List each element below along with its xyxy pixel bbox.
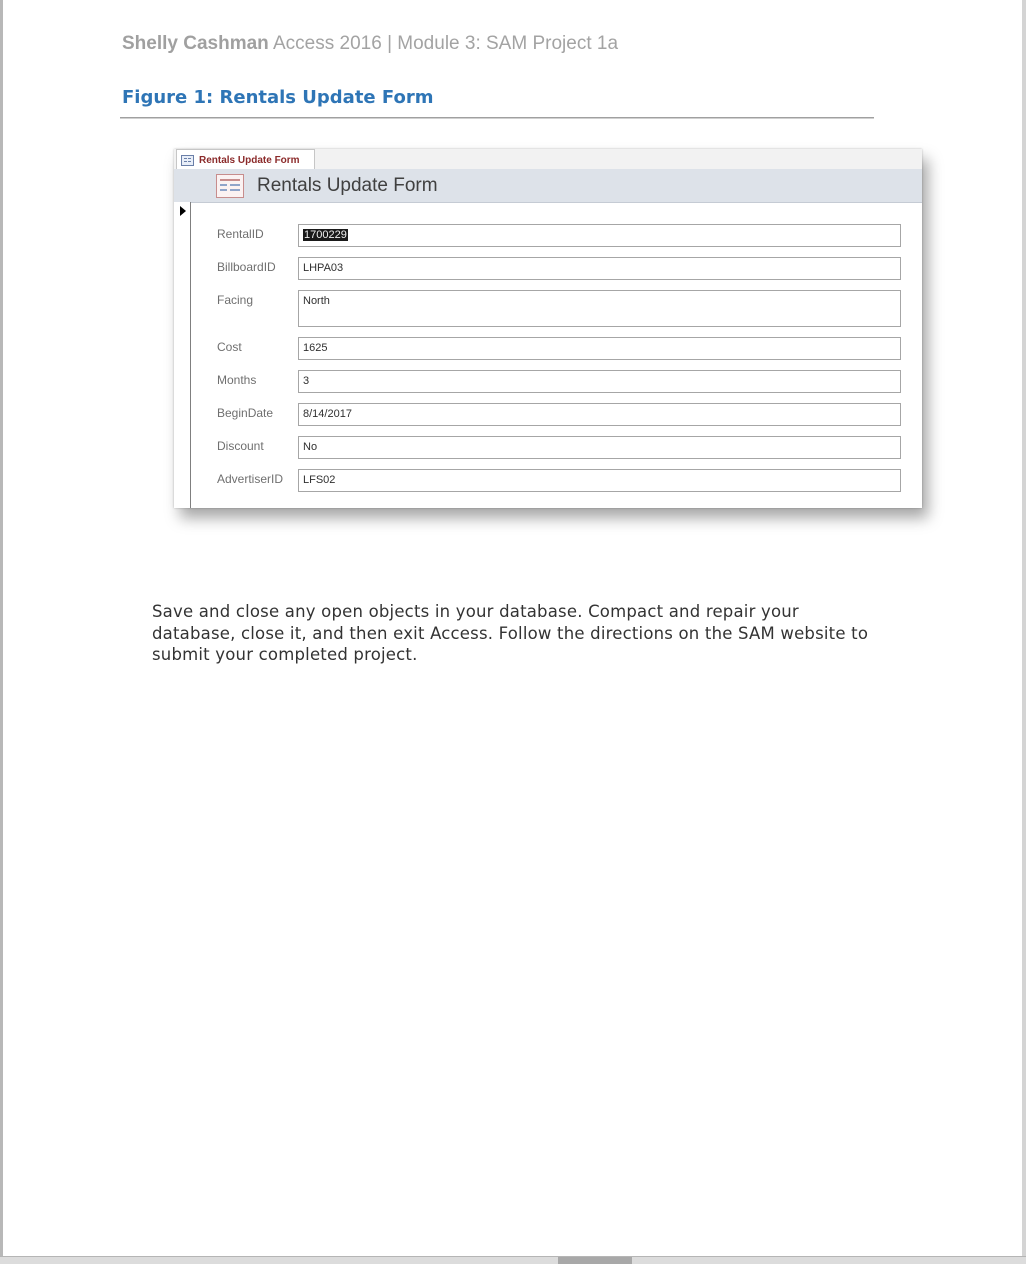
facing-label: Facing [217, 293, 254, 307]
discount-field[interactable]: No [298, 436, 901, 459]
begindate-label: BeginDate [217, 406, 274, 420]
begindate-field[interactable]: 8/14/2017 [298, 403, 901, 426]
document-tab[interactable] [176, 149, 315, 170]
instructions-paragraph: Save and close any open objects in your database. Compact and repair your database, close it, and then exit Access. Follow the directions on the SAM website to submit your completed project. [152, 602, 869, 664]
billboardid-field[interactable]: LHPA03 [298, 257, 901, 280]
billboardid-label: BillboardID [217, 260, 276, 274]
current-record-arrow-icon [180, 206, 186, 216]
cost-field[interactable]: 1625 [298, 337, 901, 360]
rentalid-field[interactable] [298, 224, 901, 247]
rentals-form-screenshot [174, 149, 922, 508]
cost-label: Cost [217, 340, 242, 354]
rentalid-label: RentalID [217, 227, 264, 241]
figure-divider [120, 117, 874, 119]
record-selector[interactable] [174, 202, 191, 508]
facing-field[interactable]: North [298, 290, 901, 327]
form-header [174, 169, 922, 203]
document-header [122, 33, 618, 55]
discount-label: Discount [217, 439, 264, 453]
figure-title: Figure 1: Rentals Update Form [122, 87, 434, 108]
document-tab-strip [174, 149, 922, 170]
rentalid-value: 1700229 [304, 229, 347, 241]
form-icon [181, 155, 194, 166]
document-tab-label: Rentals Update Form [199, 154, 300, 166]
horizontal-scrollbar[interactable] [0, 1256, 1026, 1264]
form-title: Rentals Update Form [257, 175, 438, 196]
header-course: Access 2016 | Module 3: SAM Project 1a [268, 33, 619, 54]
page-right-edge [1022, 0, 1026, 1264]
page-left-edge [0, 0, 3, 1264]
months-field[interactable]: 3 [298, 370, 901, 393]
scrollbar-thumb[interactable] [558, 1257, 632, 1264]
months-label: Months [217, 373, 257, 387]
advertiserid-field[interactable]: LFS02 [298, 469, 901, 492]
header-brand: Shelly Cashman [122, 33, 269, 54]
form-header-icon [216, 174, 244, 198]
advertiserid-label: AdvertiserID [217, 472, 284, 486]
